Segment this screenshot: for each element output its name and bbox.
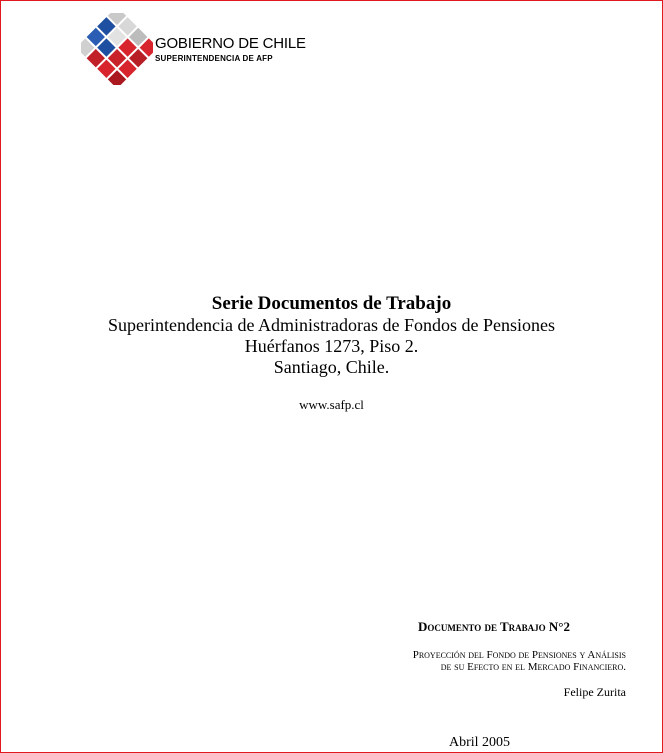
gobierno-logo xyxy=(81,13,311,85)
document-title-line-2: de su Efecto en el Mercado Financiero. xyxy=(440,661,626,673)
document-title-line-1: Proyección del Fondo de Pensiones y Análisis xyxy=(412,649,626,661)
series-title: Serie Documentos de Trabajo xyxy=(211,293,452,314)
logo-subtitle: SUPERINTENDENCIA DE AFP xyxy=(155,54,273,63)
gobierno-emblem-icon xyxy=(81,13,153,85)
website-link[interactable]: www.safp.cl xyxy=(299,397,364,412)
document-number: Documento de Trabajo N°2 xyxy=(417,619,570,634)
author-name: Felipe Zurita xyxy=(563,685,626,699)
document-date: Abril 2005 xyxy=(449,735,511,750)
city: Santiago, Chile. xyxy=(273,357,390,377)
header-block xyxy=(1,293,662,413)
address: Huérfanos 1273, Piso 2. xyxy=(244,336,419,356)
organization-name: Superintendencia de Administradoras de Fondos de Pensiones xyxy=(108,315,555,335)
logo-title: GOBIERNO DE CHILE xyxy=(155,35,306,52)
document-title xyxy=(306,649,626,673)
document-info xyxy=(306,619,626,700)
